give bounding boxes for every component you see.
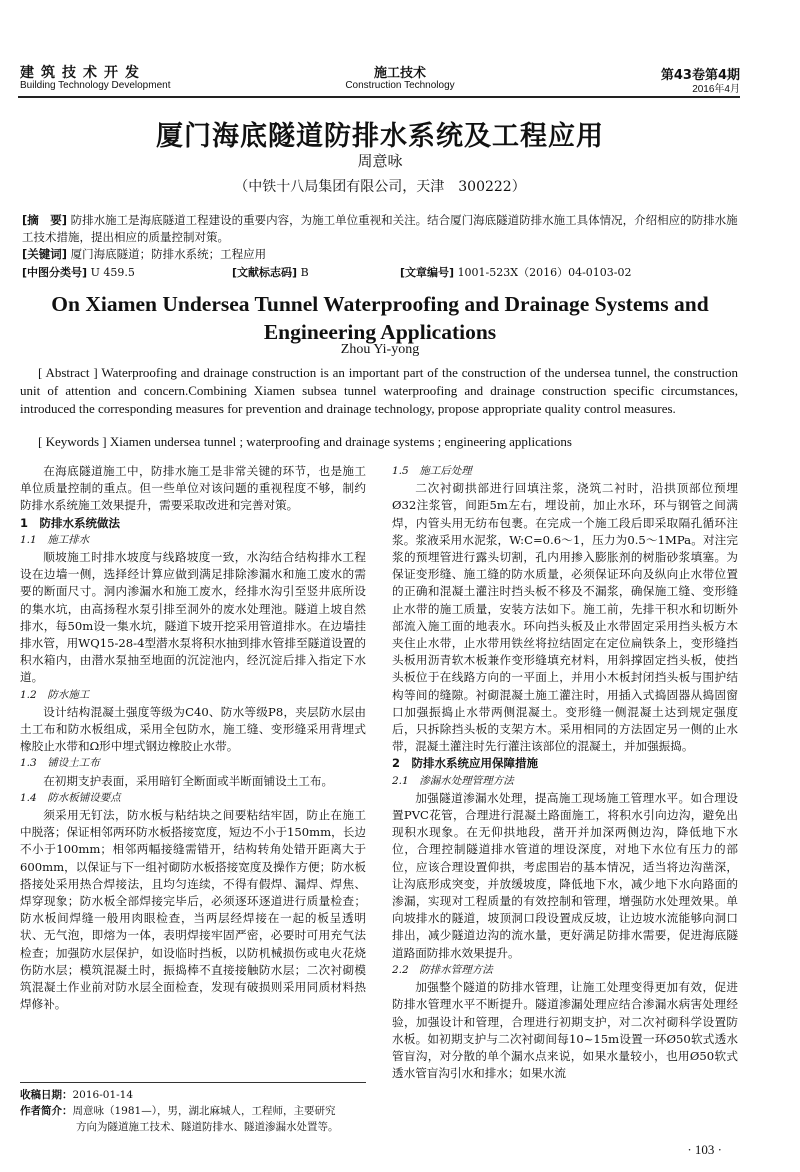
- issue-date: 2016年4月: [692, 84, 740, 95]
- author-bio-line1: 周意咏（1981—），男，湖北麻城人，工程师，主要研究: [72, 1105, 336, 1117]
- intro-paragraph: 在海底隧道施工中，防排水施工是非常关键的环节，也是施工单位质量控制的重点。但一些单位对该问题的重视程度不够，制约防排水系统施工效果提升，需要采取改进和完善对策。: [20, 464, 366, 513]
- subsection-heading: 1.2 防水施工: [20, 688, 90, 701]
- author-affiliation: （中铁十八局集团有限公司，天津 300222）: [234, 179, 526, 195]
- footnote-rule: [20, 1082, 366, 1083]
- received-date: 2016-01-14: [72, 1089, 134, 1101]
- section-name-cn: 施工技术: [373, 66, 426, 81]
- author-name-en: Zhou Yi-yong: [340, 342, 420, 357]
- received-label: 收稿日期：: [20, 1089, 73, 1101]
- keywords-cn-text: 厦门海底隧道；防排水系统；工程应用: [70, 247, 267, 261]
- body-paragraph: 须采用无钉法，防水板与粘结块之间要粘结牢固，防止在施工中脱落；保证相邻两环防水板搭接宽度，短边不小于150mm，长边不小于100mm；相邻两幅接缝需错开，结构转角处错开距离大于600mm，以保证与下一组衬砌防水板搭接宽度及操作方便；防水板搭接处采用热合焊接法，且均匀连续，不得有假焊、漏焊、焊焦、焊穿现象；防水板全部焊接完毕后，必须逐环逐道进行质量检查；防水板间焊缝一般用肉眼检查，当两层经焊接在一起的板呈透明状、无气泡，即熔为一体，表明焊接牢固严密，必要时可用充气法检查；加强防水层保护，如设临时挡板，以防机械损伤或电火花烧伤防水层；模筑混凝土时，振捣棒不直接接触防水层；二次衬砌模筑混凝土作业前对防水层全面检查，发现有破损则采用同质材料热焊修补。: [20, 808, 366, 1012]
- keywords-en-text: Xiamen undersea tunnel ; waterproofing and drainage systems ; engineering applications: [109, 434, 572, 449]
- abstract-en-label: [ Abstract ]: [38, 365, 98, 380]
- subsection-heading: 1.3 铺设土工布: [20, 757, 100, 770]
- subsection-heading: 1.4 防水板铺设要点: [20, 791, 121, 804]
- abstract-cn-label: [摘 要]: [22, 213, 68, 227]
- body-paragraph: 设计结构混凝土强度等级为C40、防水等级P8，夹层防水层由土工布和防水板组成，采用全包防水，施工缝、变形缝采用背埋式橡胶止水带和Ω形中埋式钢边橡胶止水带。: [20, 704, 366, 754]
- author-bio-line2: 方向为隧道施工技术、隧道防排水、隧道渗漏水处置等。: [76, 1121, 339, 1133]
- body-paragraph: 二次衬砌拱部进行回填注浆，浇筑二衬时，沿拱顶部位预埋Ø32注浆管，间距5m左右，埋设前，加止水环，环与钢管之间满焊，内管头用无纺布包裹。在完成一个施工段后即采取隔孔循环注浆。浆液采用水泥浆，W:C=0.6～1，压力为0.5～1MPa。对注完浆的预埋管进行露头切割，孔内用掺入膨胀剂的树脂砂浆填塞。为保证变形缝、施工缝的防水质量，必须保证环向及纵向止水带位置的正确和混凝土灌注时挡头板不移及不漏浆，确保施工缝、变形缝止水带的施工质量，安装方法如下。施工前，先排干积水和切断外部流入施工面的地表水。环向挡头板及止水带固定采用挡头板方木夹住止水带，止水带用铁丝将拉结固定在定位扁铁条上，变形缝挡头板用沥青软木板兼作变形缝填充材料，用斜撑固定挡头板，使挡头板位于在线路方向的一平面上，并用小木板封闭挡头板与围护结构等间的缝隙。衬砌混凝土施工灌注时，用插入式捣固器从捣固窗口加强振捣止水带两侧混凝土。变形缝一侧混凝土达到规定强度后，只拆除挡头板的支架方木。采用相同的方法固定另一侧的止水带，混凝土灌注时先行灌注该部位的混凝土，并加强振捣。: [392, 481, 738, 754]
- author-bio-label: 作者简介：: [20, 1105, 73, 1117]
- header-rule: [18, 96, 740, 98]
- body-paragraph: 顺坡施工时排水坡度与线路坡度一致，水沟结合结构排水工程设在边墙一侧，选择经计算应做到满足排除渗漏水和施工废水的需要的断面尺寸。洞内渗漏水和施工废水，经排水沟引至竖井底所设的集水坑，由高扬程水泵引排至洞外的废水处理池。隧道上坡自然排水，每50m设一集水坑，隧道下坡开挖采用管道排水。在边墙挂排水管，用WQ15-28-4型潜水泵将积水抽到排水管排至隧道设置的积水箱内，由潜水泵抽至地面的沉淀池内，经沉淀后排入指定下水道。: [20, 550, 366, 685]
- section-heading: 1 防排水系统做法: [20, 515, 121, 530]
- document-code: [文献标志码] B: [232, 266, 309, 279]
- author-name: 周意咏: [357, 152, 403, 170]
- section-heading: 2 防排水系统应用保障措施: [392, 756, 539, 771]
- subsection-heading: 2.2 防排水管理方法: [392, 963, 493, 976]
- section-name-en: Construction Technology: [345, 80, 455, 91]
- journal-name-en: Building Technology Development: [20, 80, 171, 91]
- article-number: [文章编号] 1001-523X（2016）04-0103-02: [400, 266, 632, 279]
- abstract-cn: [22, 212, 738, 263]
- keywords-en: [38, 434, 738, 450]
- footnote: [20, 1087, 366, 1135]
- body-left-column: [20, 463, 366, 1014]
- keywords-cn-label: [关键词]: [22, 247, 68, 261]
- paper-title: 厦门海底隧道防排水系统及工程应用: [156, 121, 604, 152]
- abstract-cn-text: 防排水施工是海底隧道工程建设的重要内容，为施工单位重视和关注。结合厦门海底隧道防排水施工具体情况，介绍相应的防排水施工技术措施，提出相应的质量控制对策。: [22, 213, 738, 244]
- body-paragraph: 加强隧道渗漏水处理，提高施工现场施工管理水平。如合理设置PVC花管，合理进行混凝土路面施工，将积水引向边沟，避免出现积水现象。在无仰拱地段，凿开并加深两侧边沟，降低地下水位，合理控制隧道排水管道的埋设深度，对地下水位有压力的部位，应该合理设置仰拱，考虑围岩的基本情况，适当将边沟凿深，让沟底形成突变，并放缓坡度，降低地下水，减少地下水向路面的渗漏，实现对工程质量的有效控制和管理，增强防水处理效果。单向坡排水的隧道，坡顶洞口段设置成反坡，让边坡水流能够向洞口排出，减少隧道边沟的流水量，更好满足防排水需要，促进海底隧道路面防排水效果提升。: [392, 790, 738, 960]
- paper-title-en: On Xiamen Undersea Tunnel Waterproofing and Drainage Systems and Engineering Applications: [51, 292, 709, 344]
- body-paragraph: 加强整个隧道的防排水管理，让施工处理变得更加有效，促进防排水管理水平不断提升。隧道渗漏处理应结合渗漏水病害处理经验，加强设计和管理，合理进行初期支护，对二次衬砌科学设置防水板。如初期支护与二次衬砌间每10~15m设置一环Ø50软式透水管盲沟，对分散的单个漏水点来说，如果水量较小，也用Ø50软式透水管盲沟引水和排水；如果水流: [392, 980, 738, 1081]
- abstract-en: [20, 364, 738, 418]
- body-right-column: [392, 463, 738, 1082]
- keywords-en-label: [ Keywords ]: [38, 434, 107, 449]
- abstract-en-text: Waterproofing and drainage construction is an important part of the construction of the undersea tunnel, the construction unit of attention and concern.Combining Xiamen subsea tunnel waterproofing and drainage construction specific circumstances, introduced the corresponding measures for prevention and drainage technology, propose appropriate quality control measures.: [20, 365, 738, 416]
- class-number: [中图分类号] U 459.5: [22, 266, 135, 279]
- page-number: · 103 ·: [687, 1142, 722, 1157]
- body-paragraph: 在初期支护表面，采用暗钉全断面或半断面铺设土工布。: [43, 773, 334, 788]
- subsection-heading: 2.1 渗漏水处理管理方法: [392, 774, 514, 787]
- volume-issue: 第43卷第4期: [660, 68, 740, 83]
- journal-name-cn: 建筑技术开发: [20, 65, 146, 81]
- subsection-heading: 1.1 施工排水: [20, 533, 90, 546]
- subsection-heading: 1.5 施工后处理: [392, 465, 472, 477]
